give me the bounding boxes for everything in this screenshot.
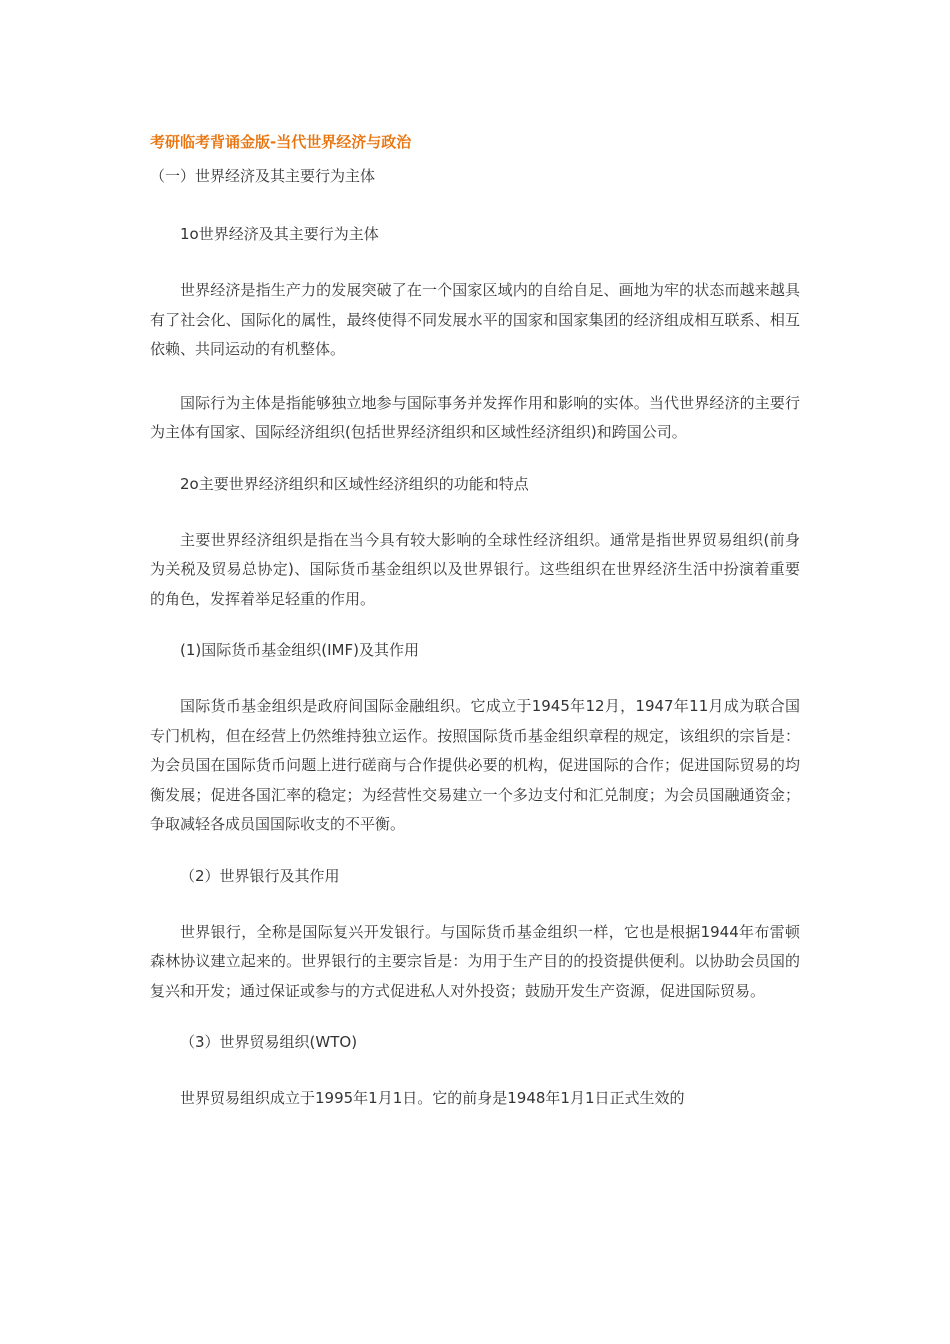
paragraph-world-organizations: 主要世界经济组织是指在当今具有较大影响的全球性经济组织。通常是指世界贸易组织(前身为关税及贸易总协定)、国际货币基金组织以及世界银行。这些组织在世界经济生活中扮演着重要的角色，发挥着举足轻重的作用。	[150, 530, 800, 608]
document-title: 考研临考背诵金版-当代世界经济与政治	[150, 133, 412, 151]
paragraph-wto: 世界贸易组织成立于1995年1月1日。它的前身是1948年1月1日正式生效的	[180, 1089, 685, 1107]
subheading-2: 2o主要世界经济组织和区域性经济组织的功能和特点	[180, 474, 529, 493]
subheading-1: 1o世界经济及其主要行为主体	[180, 225, 379, 243]
document-content	[150, 130, 800, 1138]
subheading-world-bank: （2）世界银行及其作用	[180, 866, 340, 885]
paragraph-international-actors: 国际行为主体是指能够独立地参与国际事务并发挥作用和影响的实体。当代世界经济的主要行为主体有国家、国际经济组织(包括世界经济组织和区域性经济组织)和跨国公司。	[150, 393, 800, 441]
subheading-imf: (1)国际货币基金组织(IMF)及其作用	[180, 641, 419, 659]
section-heading: （一）世界经济及其主要行为主体	[150, 167, 376, 185]
subheading-wto: （3）世界贸易组织(WTO)	[180, 1033, 358, 1051]
paragraph-world-economy: 世界经济是指生产力的发展突破了在一个国家区域内的自给自足、画地为牢的状态而越来越具有了社会化、国际化的属性，最终使得不同发展水平的国家和国家集团的经济组成相互联系、相互依赖、共同运动的有机整体。	[150, 281, 800, 358]
paragraph-world-bank: 世界银行，全称是国际复兴开发银行。与国际货币基金组织一样，它也是根据1944年布雷顿森林协议建立起来的。世界银行的主要宗旨是：为用于生产目的的投资提供便利。以协助会员国的复兴和开发；通过保证或参与的方式促进私人对外投资；鼓励开发生产资源，促进国际贸易。	[150, 922, 800, 1000]
paragraph-imf: 国际货币基金组织是政府间国际金融组织。它成立于1945年12月，1947年11月成为联合国专门机构，但在经营上仍然维持独立运作。按照国际货币基金组织章程的规定，该组织的宗旨是：为会员国在国际货币问题上进行磋商与合作提供必要的机构，促进国际的合作；促进国际贸易的均衡发展；促进各国汇率的稳定；为经营性交易建立一个多边支付和汇兑制度；为会员国融通资金；争取减轻各成员国国际收支的不平衡。	[150, 697, 800, 833]
